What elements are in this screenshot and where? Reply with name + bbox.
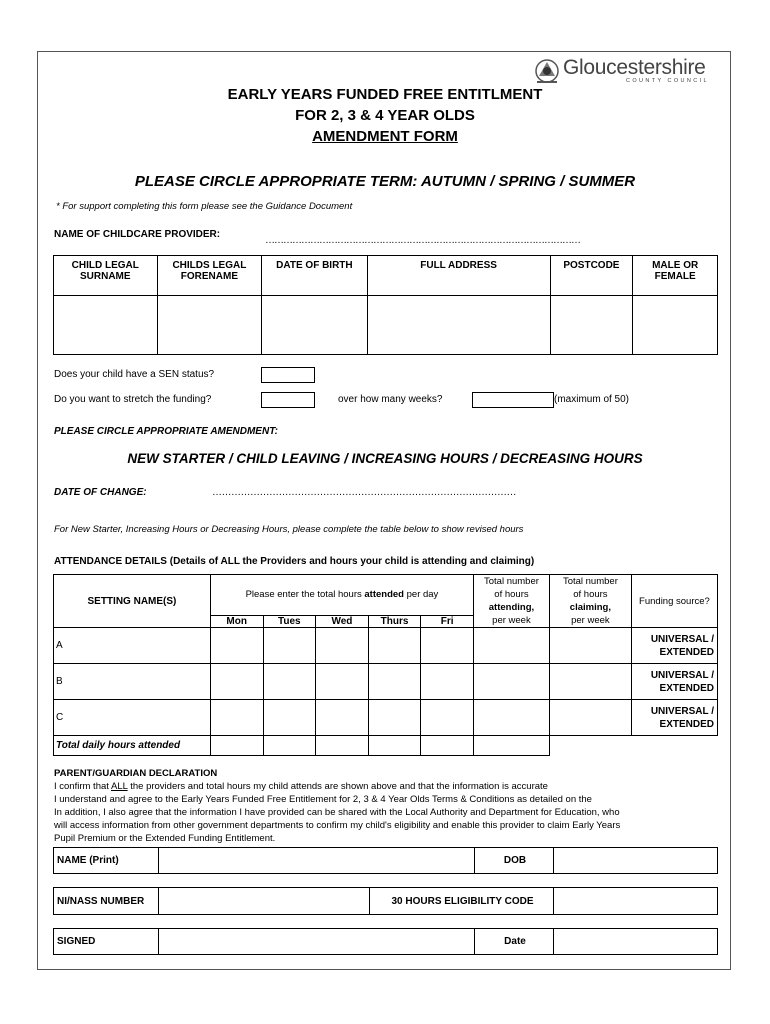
signed-date-table [53, 928, 718, 955]
total-cell[interactable] [316, 736, 369, 756]
claiming-cell[interactable] [549, 700, 631, 736]
hours-cell[interactable] [210, 628, 263, 664]
attending-cell[interactable] [474, 628, 550, 664]
declaration-line4: will access information from other government departments to confirm my child's eligibility and enable this provider to claim Early Years [54, 820, 621, 831]
total-claiming-header [549, 575, 631, 628]
declaration-heading: PARENT/GUARDIAN DECLARATION [54, 768, 218, 779]
hours-instruction-bold: attended [364, 589, 404, 601]
hours-instruction-pre: Please enter the total hours [245, 589, 365, 601]
funding-a-1: UNIVERSAL / [650, 633, 714, 645]
empty-cell [549, 736, 631, 756]
stretch-input[interactable] [261, 392, 315, 408]
surname-cell[interactable] [54, 296, 158, 355]
term-selection[interactable]: PLEASE CIRCLE APPROPRIATE TERM: AUTUMN / SPRING / SUMMER [134, 173, 636, 190]
day-wed: Wed [316, 615, 369, 627]
form-title-line2: FOR 2, 3 & 4 YEAR OLDS [295, 107, 475, 124]
header-surname: CHILD LEGAL SURNAME [54, 256, 158, 296]
gender-cell[interactable] [633, 296, 718, 355]
ta-l1: Total number [483, 576, 539, 587]
date-change-field[interactable]: …………………………………………………………………………………… [212, 487, 516, 498]
ta-l2: of hours [494, 589, 529, 600]
form-title-line3: AMENDMENT FORM [312, 128, 458, 145]
decl-l1-post: the providers and total hours my child attends are shown above and that the information is accurate [127, 781, 548, 792]
funding-choice[interactable] [631, 664, 717, 700]
sen-input[interactable] [261, 367, 315, 383]
dob-cell[interactable] [262, 296, 367, 355]
max-weeks-label: (maximum of 50) [554, 394, 630, 405]
address-cell[interactable] [367, 296, 550, 355]
council-logo [531, 56, 721, 90]
signature-input[interactable] [159, 929, 475, 955]
crest-icon [533, 56, 561, 86]
header-dob: DATE OF BIRTH [262, 256, 367, 296]
hours-cell[interactable] [421, 664, 474, 700]
hours-cell[interactable] [368, 628, 421, 664]
table-row [54, 700, 718, 736]
funding-c-2: EXTENDED [659, 718, 714, 730]
setting-b-label[interactable]: B [54, 664, 211, 700]
form-page [37, 51, 731, 970]
header-gender: MALE OR FEMALE [633, 256, 718, 296]
stretch-label: Do you want to stretch the funding? [54, 394, 212, 405]
support-note: * For support completing this form please see the Guidance Document [56, 201, 353, 212]
form-title-line1: EARLY YEARS FUNDED FREE ENTITLMENT [227, 86, 543, 103]
hours-cell[interactable] [263, 664, 316, 700]
declaration-line3: In addition, I also agree that the information I have provided can be shared with the Local Authority and Department for Education, who [54, 807, 620, 818]
tc-l4: per week [571, 615, 610, 626]
hours-cell[interactable] [316, 664, 369, 700]
hours-cell[interactable] [263, 628, 316, 664]
funding-b-2: EXTENDED [659, 682, 714, 694]
forename-cell[interactable] [157, 296, 262, 355]
hours-instruction [210, 575, 473, 616]
postcode-cell[interactable] [550, 296, 633, 355]
code-label: 30 HOURS ELIGIBILITY CODE [370, 888, 554, 915]
funding-a-2: EXTENDED [659, 646, 714, 658]
table-row [54, 664, 718, 700]
sen-label: Does your child have a SEN status? [54, 369, 215, 380]
header-address: FULL ADDRESS [367, 256, 550, 296]
funding-c-1: UNIVERSAL / [650, 705, 714, 717]
hours-cell[interactable] [316, 700, 369, 736]
logo-subtitle: COUNTY COUNCIL [626, 78, 710, 84]
code-input[interactable] [554, 888, 718, 915]
provider-name-field[interactable]: …………………………………………………………………………………………… [265, 235, 580, 246]
day-tues: Tues [263, 615, 316, 627]
ta-l3: attending, [488, 602, 535, 613]
funding-choice[interactable] [631, 700, 717, 736]
total-cell[interactable] [421, 736, 474, 756]
tc-l3: claiming, [569, 602, 611, 613]
total-cell[interactable] [368, 736, 421, 756]
ni-input[interactable] [159, 888, 370, 915]
total-cell[interactable] [263, 736, 316, 756]
dob-label: DOB [475, 848, 554, 874]
hours-cell[interactable] [210, 700, 263, 736]
declaration-line5: Pupil Premium or the Extended Funding Entitlement. [54, 833, 276, 844]
hours-cell[interactable] [421, 628, 474, 664]
tc-l1: Total number [562, 576, 618, 587]
decl-l1-all: ALL [111, 781, 128, 792]
date-input[interactable] [554, 929, 718, 955]
signed-label: SIGNED [54, 929, 159, 955]
amendment-heading: PLEASE CIRCLE APPROPRIATE AMENDMENT: [54, 426, 278, 437]
attendance-table [53, 574, 718, 756]
header-forename: CHILDS LEGAL FORENAME [157, 256, 262, 296]
attending-cell[interactable] [474, 664, 550, 700]
hours-cell[interactable] [368, 700, 421, 736]
hours-cell[interactable] [316, 628, 369, 664]
ni-code-table [53, 887, 718, 915]
claiming-cell[interactable] [549, 628, 631, 664]
funding-choice[interactable] [631, 628, 717, 664]
hours-cell[interactable] [421, 700, 474, 736]
funding-b-1: UNIVERSAL / [650, 669, 714, 681]
attendance-heading: ATTENDANCE DETAILS (Details of ALL the Providers and hours your child is attending and claiming) [54, 556, 535, 567]
declaration-line1 [54, 780, 724, 793]
total-row [54, 736, 718, 756]
setting-c-label[interactable]: C [54, 700, 211, 736]
name-dob-table [53, 847, 718, 874]
hours-cell[interactable] [368, 664, 421, 700]
logo-name: Gloucestershire [563, 56, 706, 79]
hours-instruction-post: per day [403, 589, 439, 601]
dob-input[interactable] [554, 848, 718, 874]
total-cell[interactable] [210, 736, 263, 756]
date-label: Date [475, 929, 554, 955]
ni-label: NI/NASS NUMBER [54, 888, 159, 915]
name-label: NAME (Print) [54, 848, 159, 874]
day-mon: Mon [210, 615, 263, 627]
declaration-line2: I understand and agree to the Early Years Funded Free Entitlement for 2, 3 & 4 Year Olds Terms & Conditions as detailed on the [54, 794, 592, 805]
empty-cell [631, 736, 717, 756]
hours-cell[interactable] [263, 700, 316, 736]
declaration-block [54, 767, 724, 845]
setting-a-label[interactable]: A [54, 628, 211, 664]
funding-source-header: Funding source? [631, 575, 717, 628]
weeks-input[interactable] [472, 392, 554, 408]
total-attending-header [474, 575, 550, 628]
claiming-cell[interactable] [549, 664, 631, 700]
header-postcode: POSTCODE [550, 256, 633, 296]
total-attending-cell[interactable] [474, 736, 550, 756]
day-thurs: Thurs [368, 615, 421, 627]
revised-hours-note: For New Starter, Increasing Hours or Decreasing Hours, please complete the table below to show revised hours [54, 524, 524, 535]
date-change-label: DATE OF CHANGE: [54, 487, 147, 498]
attending-cell[interactable] [474, 700, 550, 736]
amendment-options[interactable]: NEW STARTER / CHILD LEAVING / INCREASING HOURS / DECREASING HOURS [127, 451, 643, 466]
name-input[interactable] [159, 848, 475, 874]
weeks-label: over how many weeks? [338, 394, 443, 405]
total-daily-label: Total daily hours attended [54, 736, 211, 756]
child-details-table [53, 255, 718, 355]
hours-cell[interactable] [210, 664, 263, 700]
setting-name-header: SETTING NAME(S) [54, 575, 211, 628]
provider-label: NAME OF CHILDCARE PROVIDER: [54, 229, 221, 240]
day-fri: Fri [421, 615, 474, 627]
decl-l1-pre: I confirm that [54, 781, 112, 792]
ta-l4: per week [492, 615, 531, 626]
table-row [54, 628, 718, 664]
tc-l2: of hours [573, 589, 608, 600]
